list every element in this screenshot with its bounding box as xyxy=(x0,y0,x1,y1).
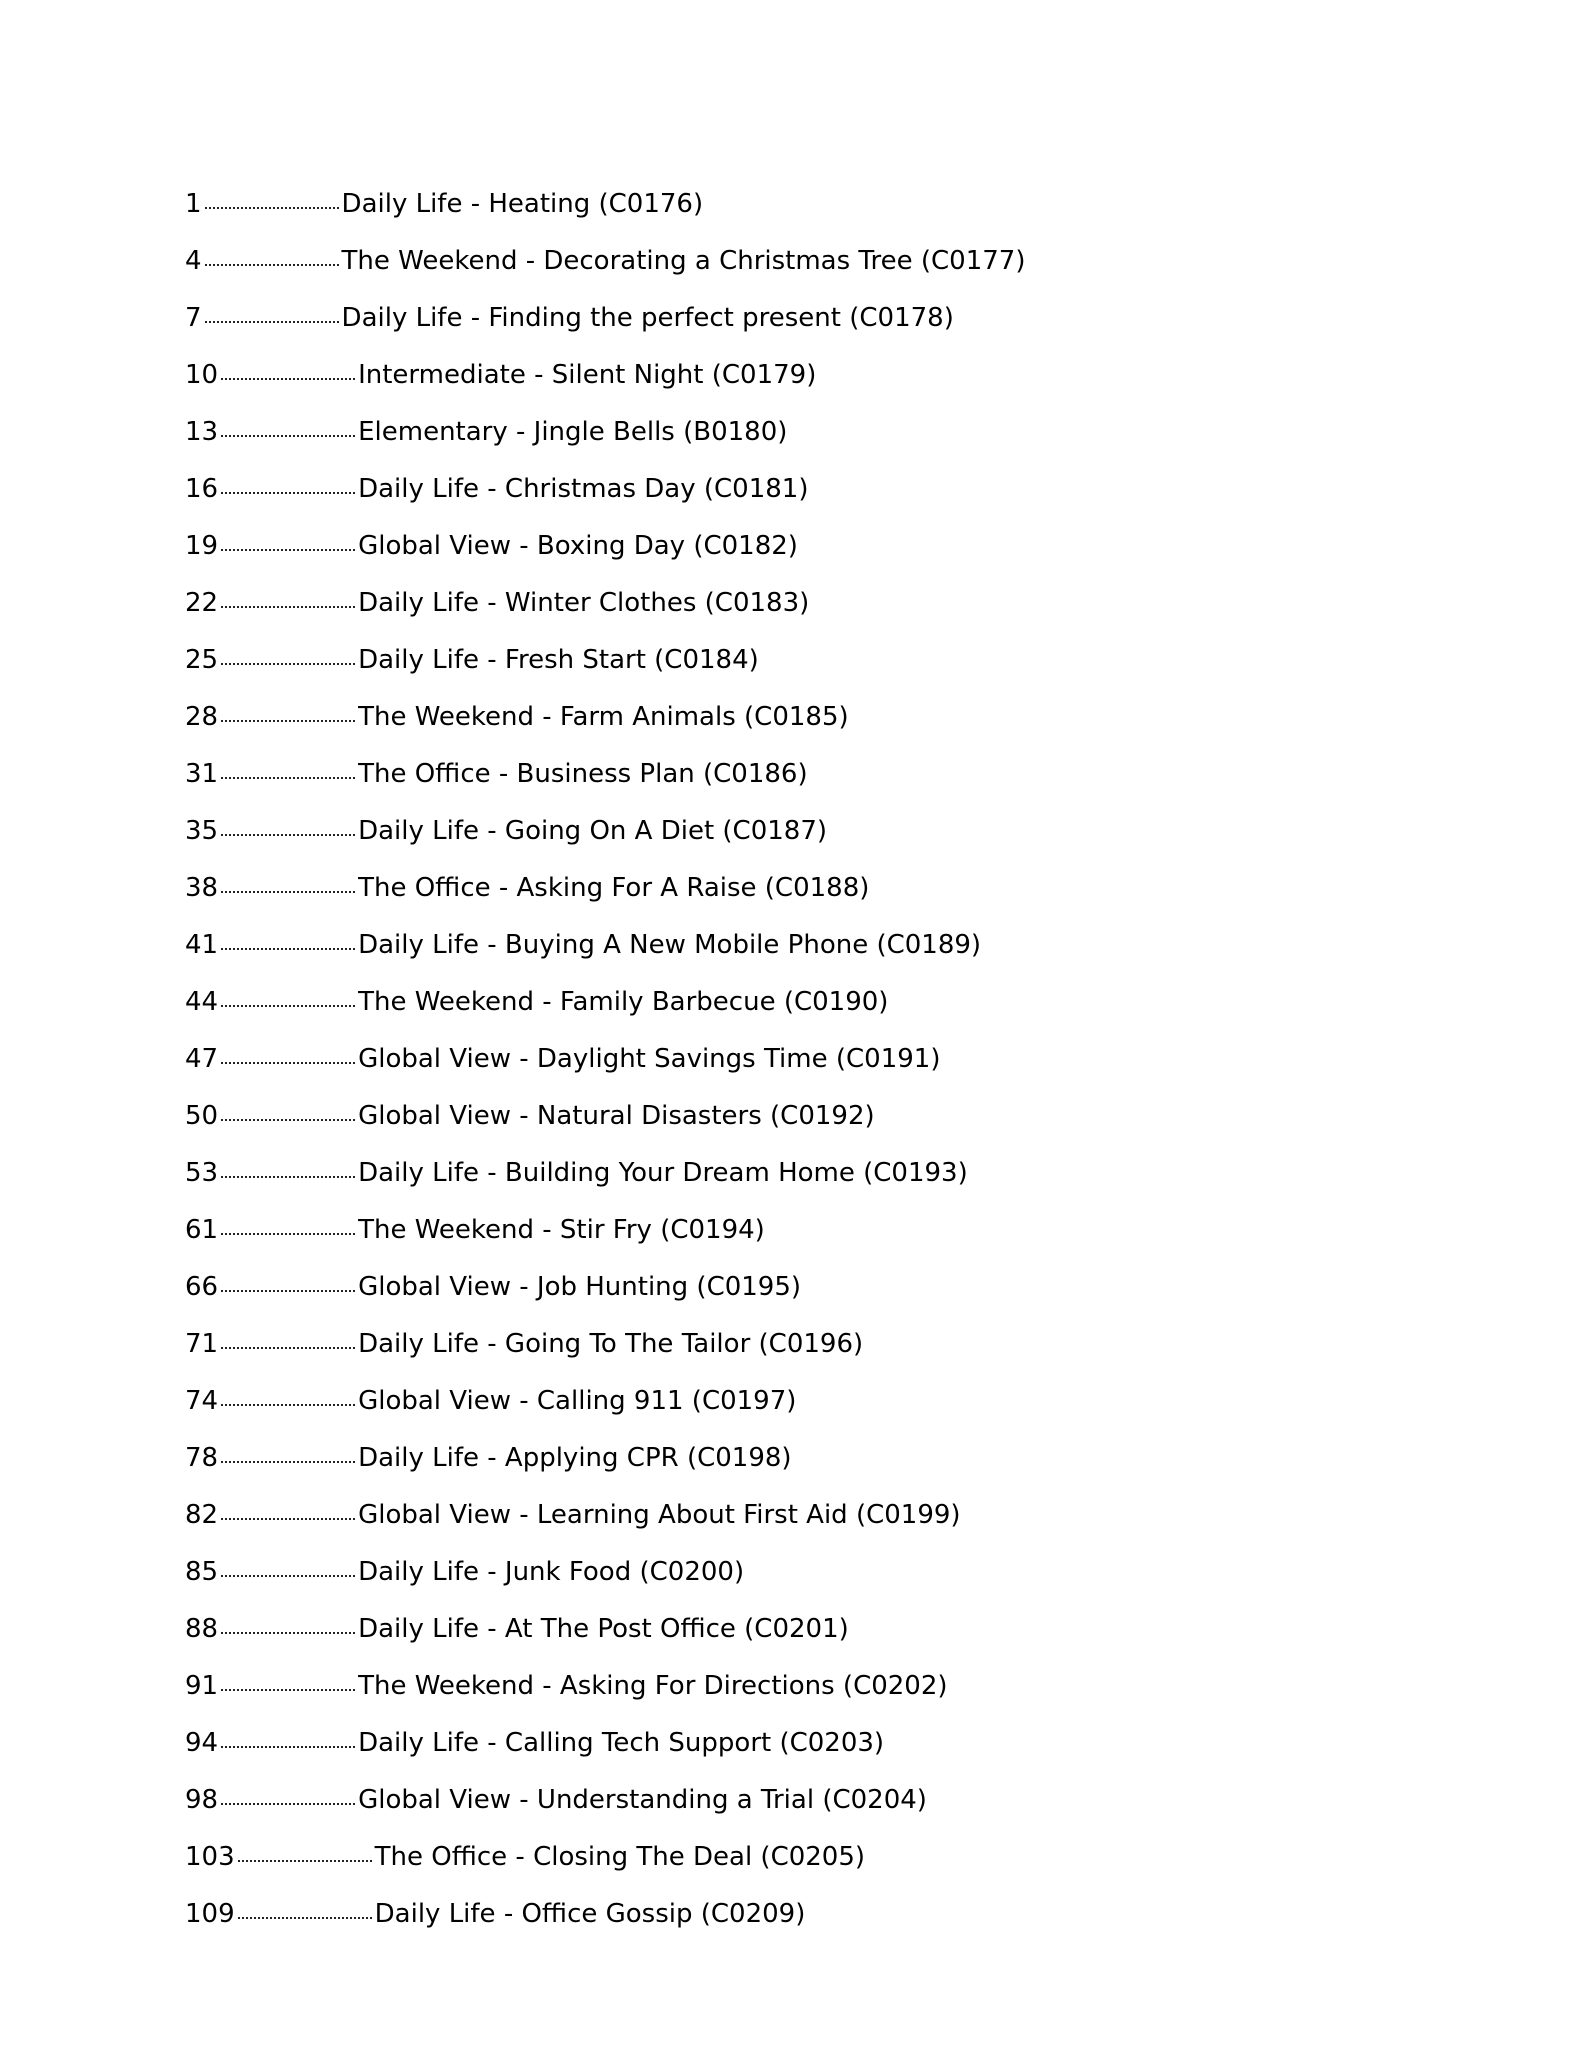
toc-title: The Office - Asking For A Raise (C0188) xyxy=(358,873,870,903)
toc-entry xyxy=(185,984,1025,1041)
toc-entry xyxy=(185,1611,1025,1668)
toc-title: Elementary - Jingle Bells (B0180) xyxy=(358,417,788,447)
toc-title: The Weekend - Family Barbecue (C0190) xyxy=(358,987,889,1017)
toc-entry xyxy=(185,1440,1025,1497)
toc-page-number: 50 xyxy=(185,1101,219,1131)
dot-leader xyxy=(220,601,356,611)
dot-leader xyxy=(204,202,340,212)
dot-leader xyxy=(220,430,356,440)
dot-leader xyxy=(204,316,340,326)
toc-entry xyxy=(185,414,1025,471)
toc-page-number: 38 xyxy=(185,873,219,903)
toc-entry xyxy=(185,756,1025,813)
dot-leader xyxy=(220,943,356,953)
toc-entry xyxy=(185,1554,1025,1611)
toc-entry xyxy=(185,813,1025,870)
toc-page-number: 103 xyxy=(185,1842,235,1872)
toc-page-number: 94 xyxy=(185,1728,219,1758)
toc-page-number: 31 xyxy=(185,759,219,789)
toc-title: The Weekend - Decorating a Christmas Tree (C0177) xyxy=(341,246,1026,276)
toc-entry xyxy=(185,1155,1025,1212)
dot-leader xyxy=(237,1912,373,1922)
toc-page-number: 25 xyxy=(185,645,219,675)
dot-leader xyxy=(220,1627,356,1637)
toc-page-number: 91 xyxy=(185,1671,219,1701)
toc-title: The Weekend - Stir Fry (C0194) xyxy=(358,1215,765,1245)
toc-page-number: 61 xyxy=(185,1215,219,1245)
dot-leader xyxy=(220,1456,356,1466)
toc-entry xyxy=(185,1212,1025,1269)
toc-title: Daily Life - Applying CPR (C0198) xyxy=(358,1443,792,1473)
dot-leader xyxy=(220,1513,356,1523)
toc-title: Global View - Natural Disasters (C0192) xyxy=(358,1101,875,1131)
toc-entry xyxy=(185,699,1025,756)
dot-leader xyxy=(220,373,356,383)
toc-page-number: 28 xyxy=(185,702,219,732)
toc-title: Global View - Learning About First Aid (C0199) xyxy=(358,1500,961,1530)
toc-title: The Office - Closing The Deal (C0205) xyxy=(374,1842,866,1872)
toc-page-number: 53 xyxy=(185,1158,219,1188)
toc-title: Daily Life - Going On A Diet (C0187) xyxy=(358,816,828,846)
toc-page-number: 22 xyxy=(185,588,219,618)
dot-leader xyxy=(220,658,356,668)
toc-entry xyxy=(185,243,1025,300)
dot-leader xyxy=(220,772,356,782)
dot-leader xyxy=(220,715,356,725)
toc-title: Daily Life - Buying A New Mobile Phone (C0189) xyxy=(358,930,982,960)
toc-title: The Weekend - Farm Animals (C0185) xyxy=(358,702,849,732)
toc-title: Daily Life - Christmas Day (C0181) xyxy=(358,474,809,504)
toc-page-number: 98 xyxy=(185,1785,219,1815)
toc-title: The Weekend - Asking For Directions (C0202) xyxy=(358,1671,948,1701)
toc-page-number: 1 xyxy=(185,189,202,219)
toc-title: Global View - Boxing Day (C0182) xyxy=(358,531,798,561)
toc-page-number: 88 xyxy=(185,1614,219,1644)
toc-entry xyxy=(185,300,1025,357)
toc-title: Daily Life - Fresh Start (C0184) xyxy=(358,645,759,675)
toc-entry xyxy=(185,1497,1025,1554)
toc-entry xyxy=(185,186,1025,243)
dot-leader xyxy=(220,1228,356,1238)
dot-leader xyxy=(220,886,356,896)
toc-entry xyxy=(185,1098,1025,1155)
toc-entry xyxy=(185,1782,1025,1839)
toc-title: Intermediate - Silent Night (C0179) xyxy=(358,360,817,390)
toc-entry xyxy=(185,1269,1025,1326)
toc-page-number: 47 xyxy=(185,1044,219,1074)
toc-entry xyxy=(185,870,1025,927)
toc-entry xyxy=(185,1839,1025,1896)
dot-leader xyxy=(220,1399,356,1409)
toc-page-number: 35 xyxy=(185,816,219,846)
toc-title: Global View - Understanding a Trial (C0204) xyxy=(358,1785,927,1815)
dot-leader xyxy=(220,829,356,839)
dot-leader xyxy=(220,1114,356,1124)
toc-page-number: 4 xyxy=(185,246,202,276)
toc-entry xyxy=(185,1041,1025,1098)
dot-leader xyxy=(220,1570,356,1580)
dot-leader xyxy=(220,1684,356,1694)
toc-page-number: 19 xyxy=(185,531,219,561)
dot-leader xyxy=(220,1342,356,1352)
toc-title: The Office - Business Plan (C0186) xyxy=(358,759,808,789)
toc-title: Daily Life - Finding the perfect present (C0178) xyxy=(341,303,954,333)
toc-title: Global View - Calling 911 (C0197) xyxy=(358,1386,797,1416)
toc-page-number: 10 xyxy=(185,360,219,390)
toc-title: Global View - Job Hunting (C0195) xyxy=(358,1272,802,1302)
dot-leader xyxy=(220,1171,356,1181)
toc-entry xyxy=(185,471,1025,528)
dot-leader xyxy=(220,487,356,497)
toc-entry xyxy=(185,585,1025,642)
toc-title: Daily Life - Building Your Dream Home (C0193) xyxy=(358,1158,968,1188)
toc-title: Daily Life - Heating (C0176) xyxy=(341,189,704,219)
dot-leader xyxy=(204,259,340,269)
dot-leader xyxy=(220,1057,356,1067)
dot-leader xyxy=(220,1000,356,1010)
toc-entry xyxy=(185,1896,1025,1953)
toc-page-number: 78 xyxy=(185,1443,219,1473)
toc-title: Daily Life - Going To The Tailor (C0196) xyxy=(358,1329,864,1359)
toc-entry xyxy=(185,927,1025,984)
dot-leader xyxy=(220,1798,356,1808)
dot-leader xyxy=(220,544,356,554)
toc-title: Daily Life - Calling Tech Support (C0203) xyxy=(358,1728,885,1758)
dot-leader xyxy=(220,1285,356,1295)
toc-entry xyxy=(185,528,1025,585)
toc-page-number: 16 xyxy=(185,474,219,504)
toc-page-number: 74 xyxy=(185,1386,219,1416)
toc-entry xyxy=(185,1668,1025,1725)
toc-title: Daily Life - At The Post Office (C0201) xyxy=(358,1614,849,1644)
toc-entry xyxy=(185,1326,1025,1383)
toc-title: Global View - Daylight Savings Time (C0191) xyxy=(358,1044,941,1074)
toc-page-number: 41 xyxy=(185,930,219,960)
toc-entry xyxy=(185,642,1025,699)
table-of-contents xyxy=(185,186,1025,1953)
toc-title: Daily Life - Junk Food (C0200) xyxy=(358,1557,745,1587)
toc-entry xyxy=(185,1383,1025,1440)
toc-page-number: 44 xyxy=(185,987,219,1017)
dot-leader xyxy=(220,1741,356,1751)
toc-page-number: 13 xyxy=(185,417,219,447)
toc-page-number: 85 xyxy=(185,1557,219,1587)
toc-entry xyxy=(185,1725,1025,1782)
toc-title: Daily Life - Winter Clothes (C0183) xyxy=(358,588,810,618)
toc-page-number: 109 xyxy=(185,1899,235,1929)
toc-page-number: 71 xyxy=(185,1329,219,1359)
toc-title: Daily Life - Office Gossip (C0209) xyxy=(374,1899,806,1929)
toc-entry xyxy=(185,357,1025,414)
dot-leader xyxy=(237,1855,373,1865)
toc-page-number: 82 xyxy=(185,1500,219,1530)
toc-page-number: 7 xyxy=(185,303,202,333)
toc-page-number: 66 xyxy=(185,1272,219,1302)
